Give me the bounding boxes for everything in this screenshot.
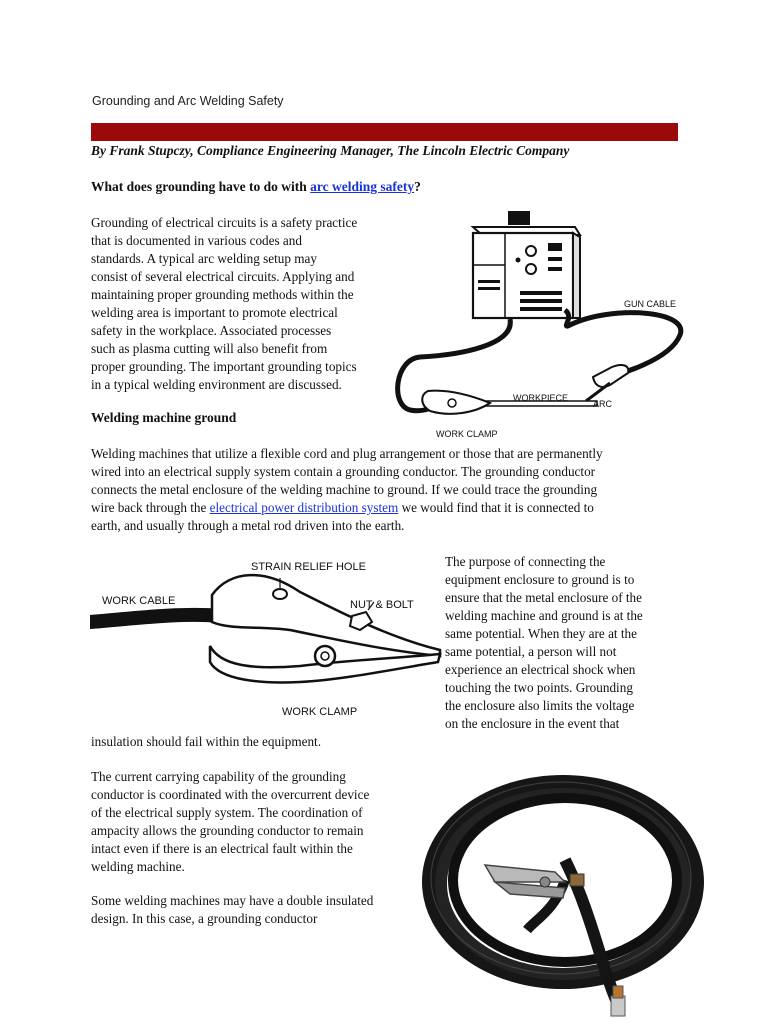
paragraph-line: connects the metal enclosure of the welding machine to ground. If we could trace the grounding — [91, 482, 598, 497]
paragraph-line: welding machine and ground is at the — [445, 608, 643, 623]
cable-lug-photo — [611, 986, 625, 1016]
paragraph-line: that is documented in various codes and — [91, 233, 302, 248]
paragraph-line: design. In this case, a grounding conductor — [91, 911, 318, 926]
purpose-continuation: insulation should fail within the equipment. — [91, 734, 322, 749]
double-insulated-paragraph — [91, 892, 373, 928]
paragraph-line: The purpose of connecting the — [445, 554, 606, 569]
paragraph-line: proper grounding. The important grounding topics — [91, 359, 357, 374]
paragraph-line: wired into an electrical supply system contain a grounding conductor. The grounding conductor — [91, 464, 596, 479]
paragraph-line: on the enclosure in the event that — [445, 716, 620, 731]
paragraph-line: ampacity allows the grounding conductor to remain — [91, 823, 364, 838]
paragraph-line: Some welding machines may have a double insulated — [91, 893, 374, 908]
paragraph-line: earth, and usually through a metal rod driven into the earth. — [91, 518, 405, 533]
paragraph-line: such as plasma cutting will also benefit from — [91, 341, 328, 356]
gun-cable-label: GUN CABLE — [624, 299, 677, 309]
welding-machine-illustration — [473, 227, 580, 318]
arc-label: ARC — [593, 399, 613, 409]
machine-handle — [508, 211, 530, 225]
paragraph-line: touching the two points. Grounding — [445, 680, 633, 695]
line-text: wire back through the — [91, 500, 210, 515]
intro-paragraph — [91, 214, 357, 394]
grounding-paragraph — [91, 445, 603, 535]
byline: By Frank Stupczy, Compliance Engineering Manager, The Lincoln Electric Company — [91, 143, 570, 158]
paragraph-line: The current carrying capability of the grounding — [91, 769, 346, 784]
welding-gun-illustration — [586, 365, 628, 401]
arc-welding-safety-link[interactable]: arc welding safety — [310, 179, 415, 194]
welding-setup-diagram — [390, 205, 690, 445]
clamp-upper-jaw — [212, 575, 440, 656]
line-text: we would find that it is connected to — [398, 500, 594, 515]
paragraph-line: consist of several electrical circuits. Applying and — [91, 269, 355, 284]
paragraph-line: in a typical welding environment are discussed. — [91, 377, 342, 392]
strain-relief-hole — [273, 589, 287, 599]
paragraph-line — [91, 499, 603, 517]
paragraph-line: ensure that the metal enclosure of the — [445, 590, 643, 605]
work-clamp-diagram — [90, 550, 445, 725]
current-paragraph — [91, 768, 369, 876]
ground-cable-photo — [415, 770, 705, 1020]
paragraph-line: safety in the workplace. Associated processes — [91, 323, 332, 338]
paragraph-line: intact even if there is an electrical fault within the — [91, 841, 353, 856]
paragraph-line: same potential, a person will not — [445, 644, 617, 659]
title-divider-bar — [91, 123, 678, 141]
paragraph-line: experience an electrical shock when — [445, 662, 636, 677]
section-question — [91, 179, 421, 195]
strain-relief-hole-label: STRAIN RELIEF HOLE — [251, 561, 366, 573]
paragraph-line: Welding machines that utilize a flexible cord and plug arrangement or those that are permanently — [91, 446, 603, 461]
paragraph-line: standards. A typical arc welding setup may — [91, 251, 317, 266]
purpose-paragraph — [445, 553, 643, 733]
paragraph-line: conductor is coordinated with the overcurrent device — [91, 787, 370, 802]
paragraph-line: welding area is important to promote electrical — [91, 305, 338, 320]
document-title: Grounding and Arc Welding Safety — [92, 94, 284, 108]
question-text: What does grounding have to do with — [91, 179, 311, 194]
work-cable-illustration — [90, 615, 220, 622]
paragraph-line: welding machine. — [91, 859, 185, 874]
paragraph-line: maintaining proper grounding methods within the — [91, 287, 354, 302]
paragraph-line: the enclosure also limits the voltage — [445, 698, 635, 713]
work-clamp-label: WORK CLAMP — [282, 706, 358, 718]
paragraph-line: equipment enclosure to ground is to — [445, 572, 635, 587]
workpiece-label: WORKPIECE — [513, 393, 569, 403]
work-cable-label: WORK CABLE — [102, 595, 176, 607]
paragraph-line: same potential. When they are at the — [445, 626, 637, 641]
paragraph-line: Grounding of electrical circuits is a safety practice — [91, 215, 358, 230]
question-mark: ? — [414, 179, 421, 194]
clamp-pivot — [315, 646, 335, 666]
paragraph-line: of the electrical supply system. The coordination of — [91, 805, 363, 820]
work-clamp-label: WORK CLAMP — [436, 429, 498, 439]
section-heading: Welding machine ground — [91, 410, 237, 425]
electrical-power-distribution-link[interactable]: electrical power distribution system — [209, 500, 399, 515]
nut-bolt-label: NUT & BOLT — [350, 599, 414, 611]
